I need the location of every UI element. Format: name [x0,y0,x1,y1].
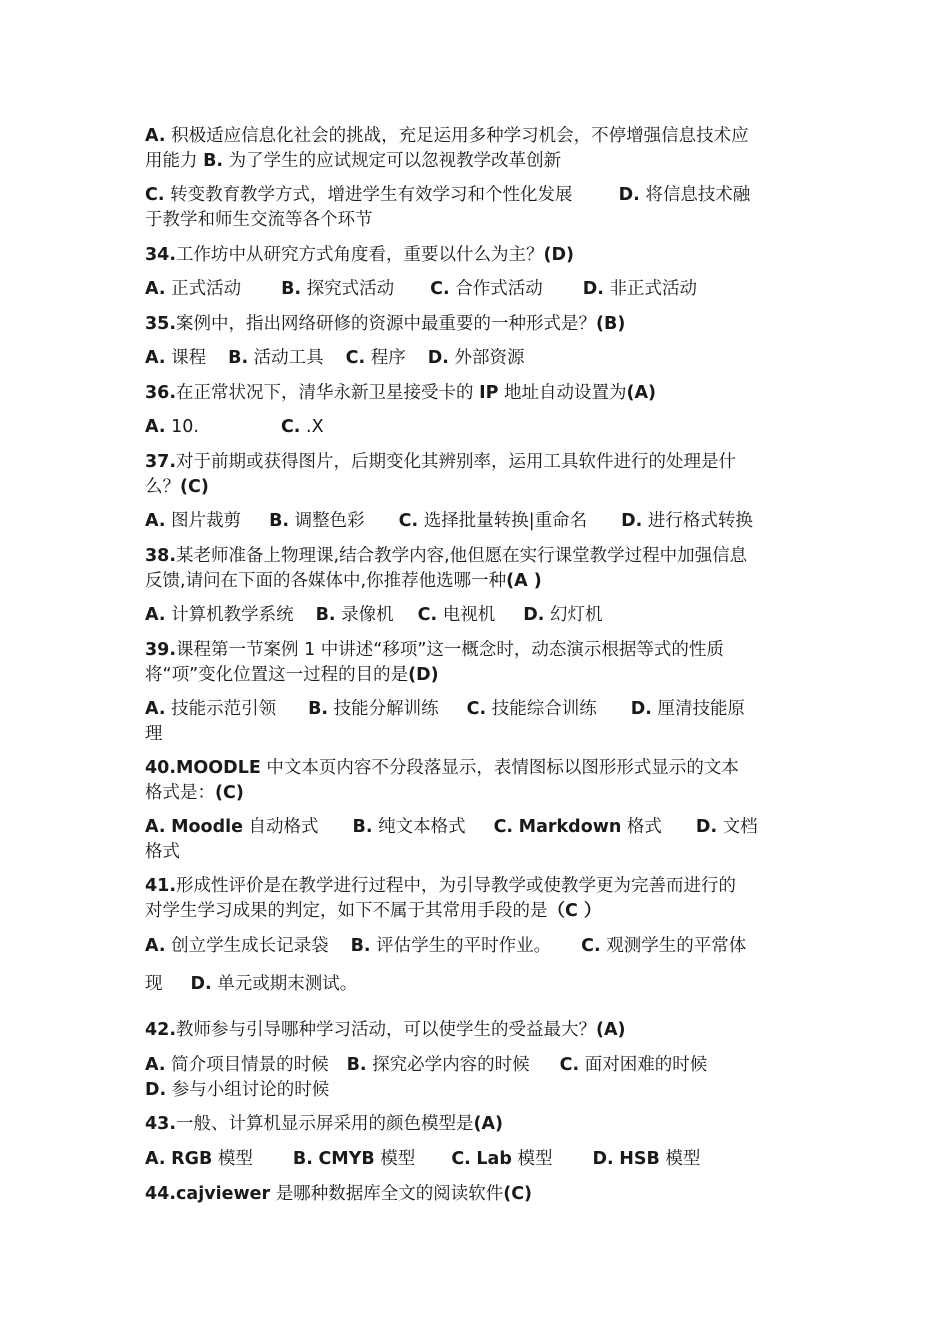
option: B. 评估学生的平时作业。 [350,936,552,956]
option: C. Lab 模型 [451,1149,553,1169]
option-wrap: 格式 [145,842,180,862]
option-wrap: 现 [145,974,163,994]
option: A. 10. [145,417,199,437]
q34-question: 34.工作坊中从研究方式角度看，重要以什么为主？(D) [145,245,575,265]
q39-question [145,638,810,688]
option: A. 技能示范引领 [145,699,277,719]
q33-options-cd [145,183,810,233]
q43-options [145,1147,810,1172]
question-line: 38.某老师准备上物理课,结合教学内容,他但愿在实行课堂教学过程中加强信息 [145,546,748,566]
option: B. 录像机 [315,605,394,625]
option: C. 选择批量转换|重命名 [398,511,588,531]
q36-options [145,415,810,440]
option: B. 探究式活动 [281,279,395,299]
option: D. 进行格式转换 [621,511,753,531]
question-line: 么？(C) [145,477,209,497]
q42-options [145,1053,810,1103]
option: D. 单元或期末测试。 [190,974,358,994]
q37-question [145,450,810,500]
q35-question: 35.案例中，指出网络研修的资源中最重要的一种形式是？(B) [145,314,626,334]
q33-option-line: 用能力 B. 为了学生的应试规定可以忽视教学改革创新 [145,151,562,171]
q38-question [145,544,810,594]
q33-options [145,124,810,174]
option-wrap: 理 [145,724,163,744]
q37-options [145,509,810,534]
option: B. 活动工具 [228,348,324,368]
question-line: 37.对于前期或获得图片，后期变化其辨别率，运用工具软件进行的处理是什 [145,452,737,472]
q33-option-line: A. 积极适应信息化社会的挑战，充足运用多种学习机会，不停增强信息技术应 [145,126,749,146]
option: B. 技能分解训练 [308,699,439,719]
option: C. 电视机 [417,605,496,625]
option: C. 程序 [345,348,406,368]
option: C. .X [280,417,324,437]
option: A. Moodle 自动格式 [145,817,319,837]
option: B. 纯文本格式 [352,817,466,837]
option: B. 调整色彩 [269,511,365,531]
option: C. 合作式活动 [430,279,543,299]
option: A. RGB 模型 [145,1149,253,1169]
q35-options [145,346,810,371]
question-line: 40.MOODLE 中文本页内容不分段落显示，表情图标以图形形式显示的文本 [145,758,739,778]
q33-option-line: 于教学和师生交流等各个环节 [145,210,373,230]
option: D. 非正式活动 [582,279,697,299]
option: A. 简介项目情景的时候 [145,1055,329,1075]
q42-question: 42.教师参与引导哪种学习活动，可以使学生的受益最大？(A) [145,1020,626,1040]
q41-options-cont [145,972,810,997]
q33-option-d: D. 将信息技术融 [618,185,751,205]
q40-question [145,756,810,806]
question-line: 将“项”变化位置这一过程的目的是(D) [145,665,439,685]
option: C. 面对困难的时候 [559,1055,708,1075]
question-line: 41.形成性评价是在教学进行过程中，为引导教学或使教学更为完善而进行的 [145,876,737,896]
option: A. 课程 [145,348,207,368]
option: B. CMYB 模型 [292,1149,416,1169]
q38-options [145,603,810,628]
question-line: 格式是：(C) [145,783,244,803]
question-line: 39.课程第一节案例 1 中讲述“移项”这一概念时，动态演示根据等式的性质 [145,640,724,660]
q39-options [145,697,810,747]
q33-option-c: C. 转变教育教学方式，增进学生有效学习和个性化发展 [145,185,573,205]
q43-question: 43.一般、计算机显示屏采用的颜色模型是(A) [145,1114,504,1134]
option: D. 厘清技能原 [630,699,745,719]
option: D. HSB 模型 [592,1149,701,1169]
option: C. Markdown 格式 [493,817,662,837]
option: B. 探究必学内容的时候 [346,1055,530,1075]
option: D. 外部资源 [427,348,525,368]
q36-question: 36.在正常状况下，清华永新卫星接受卡的 IP 地址自动设置为(A) [145,383,657,403]
option: C. 观测学生的平常体 [581,936,747,956]
q44-question: 44.cajviewer 是哪种数据库全文的阅读软件(C) [145,1184,533,1204]
question-line: 对学生学习成果的判定，如下不属于其常用手段的是（C ） [145,901,602,921]
option: A. 计算机教学系统 [145,605,294,625]
question-line: 反馈,请问在下面的各媒体中,你推荐他选哪一种(A ) [145,571,542,591]
q41-options [145,934,810,959]
q34-options [145,277,810,302]
option: D. 文档 [695,817,758,837]
q41-question [145,874,810,924]
option: A. 创立学生成长记录袋 [145,936,329,956]
q40-options [145,815,810,865]
option: D. 幻灯机 [523,605,603,625]
option: A. 图片裁剪 [145,511,242,531]
option: D. 参与小组讨论的时候 [145,1080,330,1100]
option: C. 技能综合训练 [466,699,597,719]
option: A. 正式活动 [145,279,242,299]
